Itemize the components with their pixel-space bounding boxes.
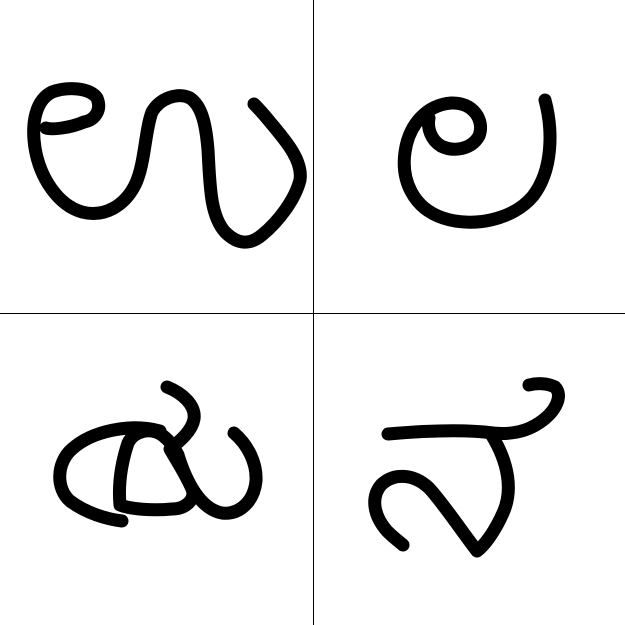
- glyph-stroke: [404, 100, 550, 222]
- horizontal-divider: [0, 313, 625, 314]
- glyph-stroke: [34, 89, 301, 243]
- cell-bottom-right: [313, 313, 625, 625]
- glyph-stroke: [388, 384, 558, 434]
- cell-top-left: [0, 0, 312, 312]
- glyph-stroke: [119, 387, 194, 510]
- glyph-stroke: [46, 122, 84, 129]
- handwritten-glyph-bottom-left: [0, 313, 312, 625]
- handwritten-glyph-top-left: [0, 0, 312, 312]
- cell-bottom-left: [0, 313, 312, 625]
- handwritten-glyph-top-right: [313, 0, 625, 312]
- cell-top-right: [313, 0, 625, 312]
- handwritten-glyph-bottom-right: [313, 313, 625, 625]
- glyph-stroke: [375, 434, 509, 551]
